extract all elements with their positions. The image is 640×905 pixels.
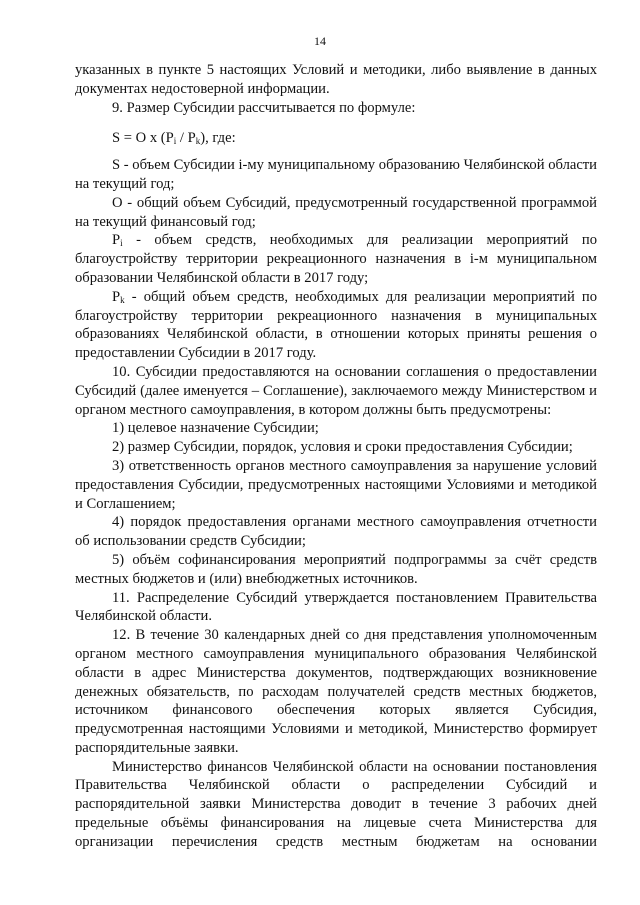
formula-sub-i: i: [173, 136, 177, 147]
pi-symbol: P: [112, 232, 121, 249]
document-body: [75, 61, 597, 852]
definition-pk: [75, 288, 597, 363]
paragraph-clause-11: 11. Распределение Субсидий утверждается постановлением Правительства Челябинской области.: [75, 589, 597, 625]
paragraph-continuation: указанных в пункте 5 настоящих Условий и методики, либо выявление в данных документах недостоверной информации.: [75, 62, 597, 97]
pk-subscript: k: [120, 294, 125, 305]
clause-10-item-5: 5) объём софинансирования мероприятий подпрограммы за счёт средств местных бюджетов и (или) внебюджетных источников.: [75, 551, 597, 587]
pk-text: - общий объем средств, необходимых для реализации мероприятий по благоустройству территории рекреационного назначения в муниципальных образованиях Челябинской области, в отношении которых приняты решения о предоставлении Субсидии в 2017 году.: [75, 288, 597, 362]
pi-text: - объем средств, необходимых для реализации мероприятий по благоустройству территории рекреационного назначения в i-м муниципальном образовании Челябинской области в 2017 году;: [75, 232, 597, 286]
paragraph-clause-10: 10. Субсидии предоставляются на основании соглашения о предоставлении Субсидий (далее именуется – Соглашение), заключаемого между Министерством и органом местного самоуправления, в котором должны быть предусмотрены:: [75, 363, 597, 418]
definition-pi: [75, 231, 597, 287]
clause-10-item-1: 1) целевое назначение Субсидии;: [112, 420, 319, 437]
formula-lhs: S = O x (P: [112, 130, 174, 147]
formula-rhs: ), где:: [200, 130, 236, 147]
clause-10-item-2: 2) размер Субсидии, порядок, условия и сроки предоставления Субсидии;: [112, 439, 573, 456]
paragraph-finance-ministry: Министерство финансов Челябинской области на основании постановления Правительства Челябинской области о распределении Субсидий и распорядительной заявки Министерства доводит в течение 3 рабочих дней предельные объёмы финансирования на лицевые счета Министерства для организации перечисления средств местным бюджетам на основании: [75, 758, 597, 850]
paragraph-clause-12: 12. В течение 30 календарных дней со дня представления уполномоченным органом местного самоуправления муниципального образования Челябинской области в адрес Министерства документов, подтверждающих возникновение денежных обязательств, по расходам получателей средств местных бюджетов, источником финансового обеспечения которых является Субсидия, предусмотренная настоящими Условиями и методикой, Министерство формирует распорядительные заявки.: [75, 627, 597, 756]
pi-subscript: i: [120, 238, 123, 249]
definition-o: O - общий объем Субсидий, предусмотренный государственной программой на текущий финансовый год;: [75, 194, 597, 230]
pk-symbol: P: [112, 288, 121, 305]
definition-s: S - объем Субсидии i-му муниципальному образованию Челябинской области на текущий год;: [75, 157, 597, 192]
page-number: 14: [314, 34, 326, 48]
clause-10-item-4: 4) порядок предоставления органами местного самоуправления отчетности об использовании средств Субсидии;: [75, 514, 597, 550]
formula-sub-k: k: [195, 136, 201, 147]
subsidy-formula: [75, 117, 597, 156]
formula-mid: / P: [176, 130, 196, 147]
paragraph-clause-9: 9. Размер Субсидии рассчитывается по формуле:: [112, 99, 416, 116]
clause-10-item-3: 3) ответственность органов местного самоуправления за нарушение условий предоставления Субсидии, предусмотренных настоящими Условиями и методикой и Соглашением;: [75, 457, 597, 512]
